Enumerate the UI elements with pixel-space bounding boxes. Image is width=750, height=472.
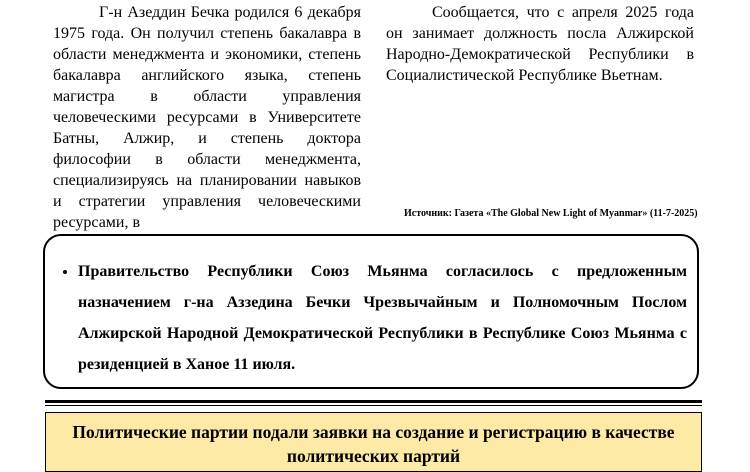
divider-thick (45, 400, 702, 403)
highlight-box (43, 234, 699, 389)
left-column (53, 2, 361, 233)
highlight-bullet-item: • Правительство Республики Союз Мьянма согласилось с предложенным назначением г-на Аззедина Бечки Чрезвычайным и Полномочным Послом Алжирской Народной Демократической Республики в Республике Союз Мьянма с резиденцией в Ханое 11 июля. (78, 256, 687, 380)
section-heading-banner (45, 412, 702, 472)
right-column (386, 2, 694, 86)
section-heading-title: Политические партии подали заявки на создание и регистрацию в качестве политических партий (72, 422, 675, 466)
highlight-list (45, 256, 687, 380)
source-citation: Источник: Газета «The Global New Light of Myanmar» (11-7-2025) (404, 208, 698, 219)
divider-thin (45, 405, 702, 406)
biography-paragraph: Г-н Азеддин Бечка родился 6 декабря 1975 года. Он получил степень бакалавра в области менеджмента и экономики, степень бакалавра английского языка, степень магистра в области управления человеческими ресурсами в Университете Батны, Алжир, и степень доктора философии в области менеджмента, специализируясь на планировании навыков и стратегии управления человеческими ресурсами, в (53, 4, 361, 231)
current-post-paragraph: Сообщается, что с апреля 2025 года он занимает должность посла Алжирской Народно-Демократической Республики в Социалистической Республике Вьетнам. (386, 4, 694, 84)
